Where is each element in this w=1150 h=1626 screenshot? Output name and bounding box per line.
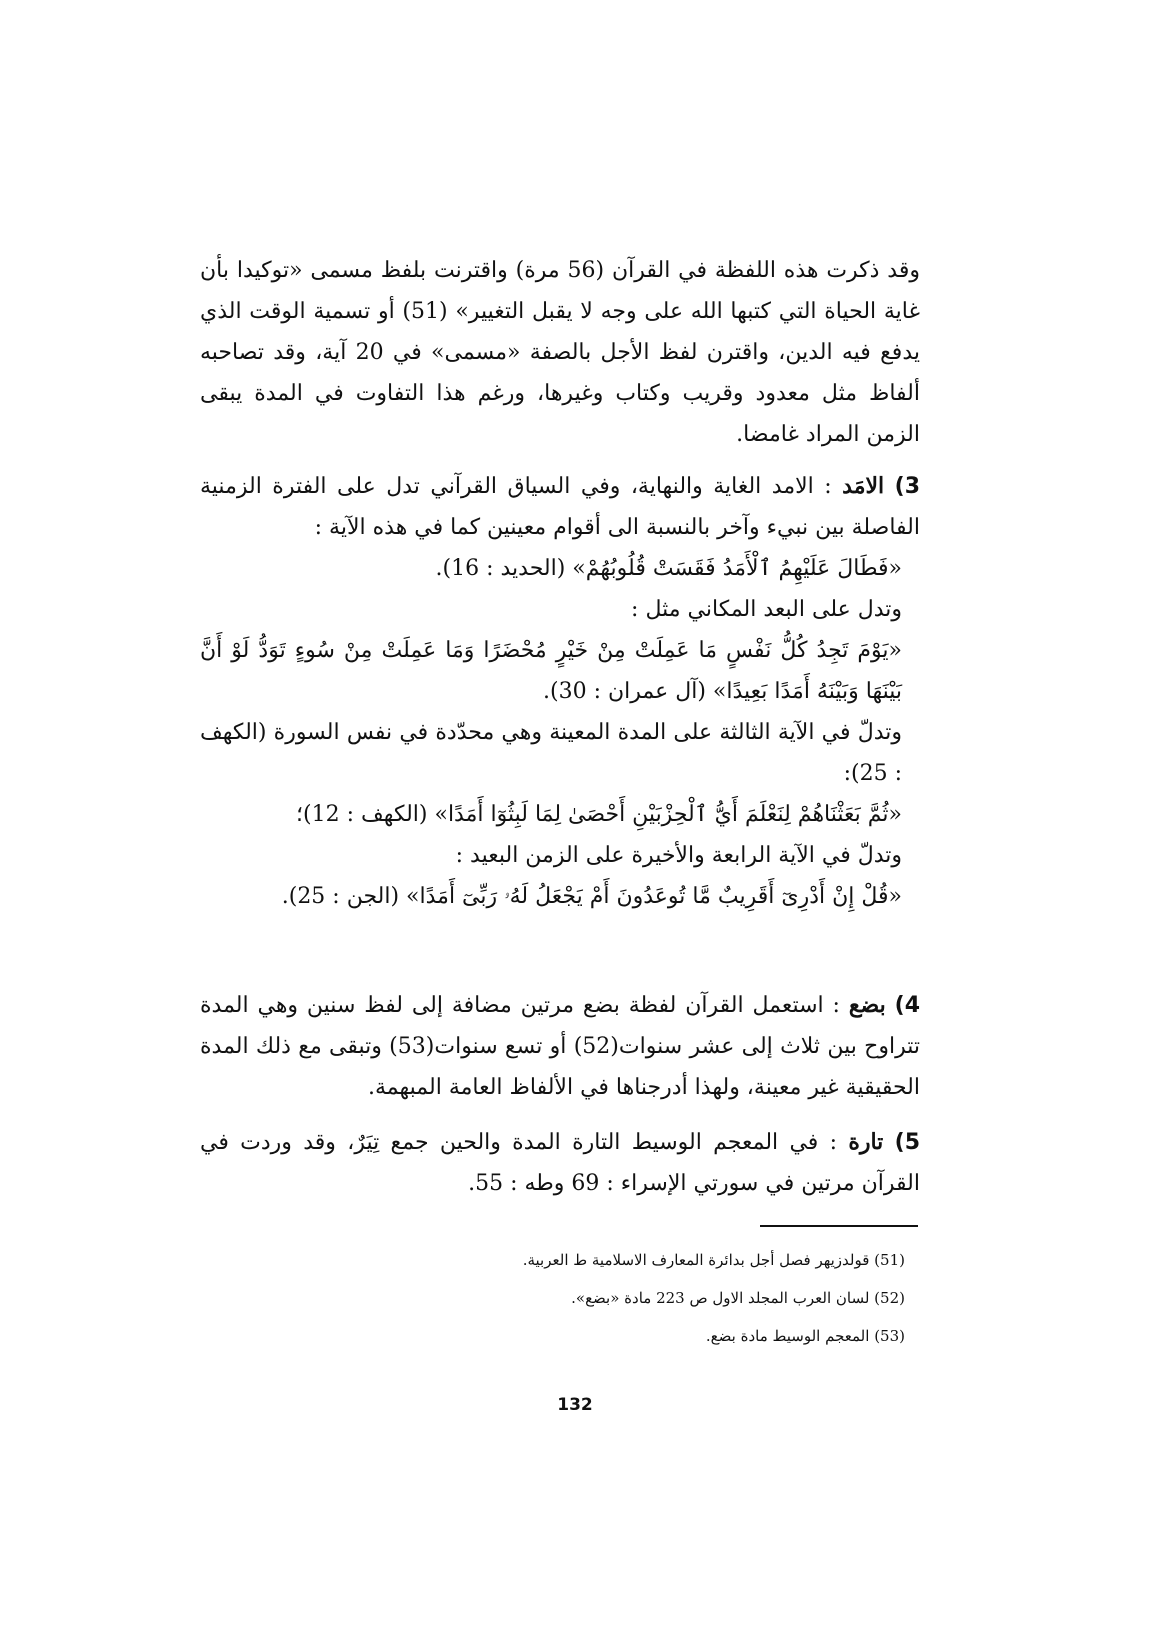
body-line: وتدلّ في الآية الثالثة على المدة المعينة وهي محدّدة في نفس السورة (الكهف : 25): [200,720,902,786]
section-number: 3) [894,474,920,499]
intro-paragraph [200,250,920,455]
quran-verse: «يَوْمَ تَجِدُ كُلُّ نَفْسٍ مَا عَمِلَتْ مِنْ خَيْرٍ مُحْضَرًا وَمَا عَمِلَتْ مِنْ سُوءٍ تَوَدُّ لَوْ أَنَّ بَيْنَهَا وَبَيْنَهُ أَمَدًا بَعِيدًا» (آل عمران : 30). [200,638,902,704]
section-text: : في المعجم الوسيط التارة المدة والحين جمع تِيَرٌ، وقد وردت في القرآن مرتين في سورتي الإسراء : 69 وطه : 55. [200,1130,920,1196]
footnote-separator [760,1225,918,1227]
body-line: وتدلّ في الآية الرابعة والأخيرة على الزمن البعيد : [455,843,902,868]
intro-text: وقد ذكرت هذه اللفظة في القرآن (56 مرة) واقترنت بلفظ مسمى «توكيدا بأن غاية الحياة التي كتبها الله على وجه لا يقبل التغيير» (51) أو تسمية الوقت الذي يدفع فيه الدين، واقترن لفظ الأجل بالصفة «مسمى» في 20 آية، وقد تصاحبه ألفاظ مثل معدود وقريب وكتاب وغيرها، ورغم هذا التفاوت في المدة يبقى الزمن المراد غامضا. [200,258,920,447]
footnotes [200,1245,905,1359]
footnote-52: (52) لسان العرب المجلد الاول ص 223 مادة «بضع». [571,1289,905,1307]
section-number: 4) [894,993,920,1018]
section-definition: : الامد الغاية والنهاية، وفي السياق القرآني تدل على الفترة الزمنية الفاصلة بين نبيء وآخر بالنسبة الى أقوام معينين كما في هذه الآية : [200,474,920,540]
footnote-53: (53) المعجم الوسيط مادة بضع. [705,1327,905,1345]
section-term: الامَد [842,473,885,499]
section-bid [200,985,920,1108]
section-amad [200,466,920,917]
quran-verse: «قُلْ إِنْ أَدْرِىٓ أَقَرِيبٌ مَّا تُوعَدُونَ أَمْ يَجْعَلُ لَهُۥ رَبِّىٓ أَمَدًا» (الجن : 25). [281,884,902,909]
footnote-51: (51) قولدزيهر فصل أجل بدائرة المعارف الاسلامية ط العربية. [522,1251,905,1269]
quran-verse: «فَطَالَ عَلَيْهِمُ ٱلْأَمَدُ فَقَسَتْ قُلُوبُهُمْ» (الحديد : 16). [435,556,902,581]
section-tara [200,1122,920,1204]
page-number: 132 [557,1395,593,1415]
section-term: بضع [848,992,886,1018]
body-line: وتدل على البعد المكاني مثل : [631,597,902,622]
quran-verse: «ثُمَّ بَعَثْنَاهُمْ لِنَعْلَمَ أَيُّ ٱلْحِزْبَيْنِ أَحْصَىٰ لِمَا لَبِثُوٓا أَمَدًا» (الكهف : 12)؛ [296,802,902,827]
section-number: 5) [894,1130,920,1155]
section-text: : استعمل القرآن لفظة بضع مرتين مضافة إلى لفظ سنين وهي المدة تتراوح بين ثلاث إلى عشر سنوات(52) أو تسع سنوات(53) وتبقى مع ذلك المدة الحقيقية غير معينة، ولهذا أدرجناها في الألفاظ العامة المبهمة. [200,993,920,1100]
section-term: تارة [848,1129,884,1155]
section-amad-first-line [200,466,920,548]
